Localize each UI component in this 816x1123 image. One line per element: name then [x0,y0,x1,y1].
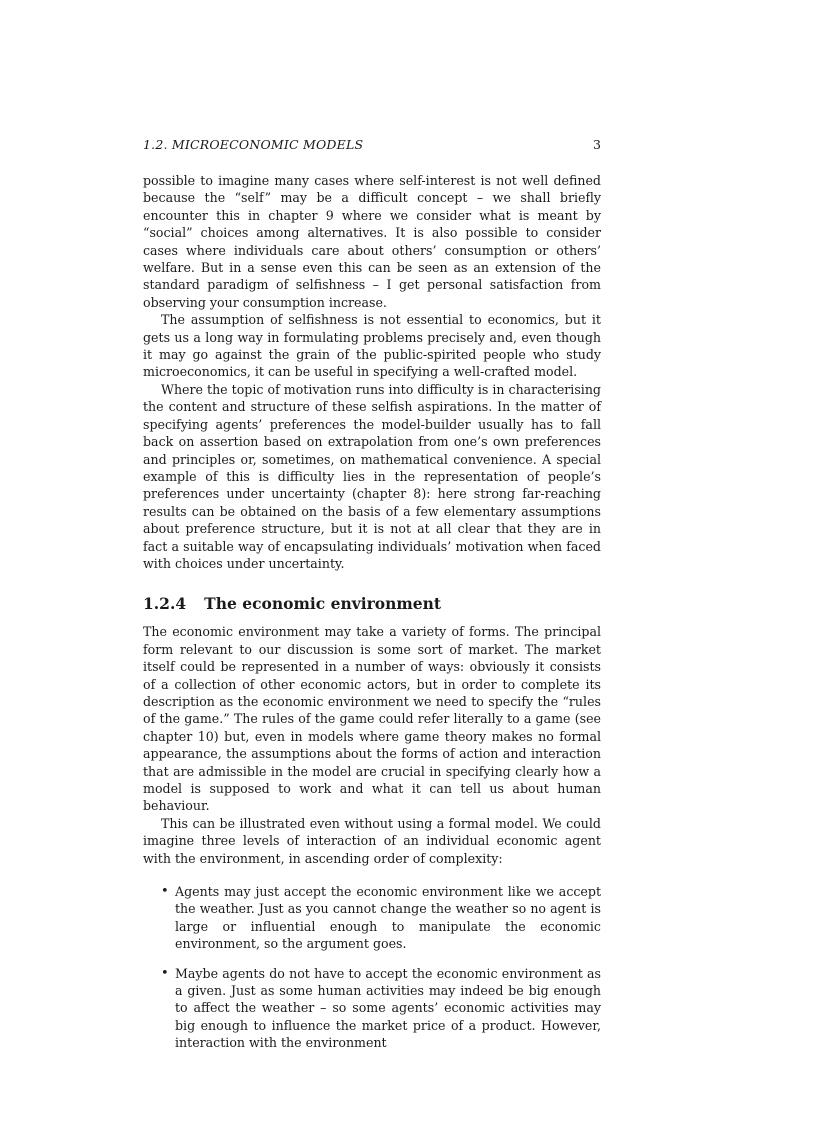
bullet-text: • Agents may just accept the economic environment like we accept the weather. Just as you cannot change the weather so no agent is large or influential enough to manipulate the economic environment, so the argument goes. [175,884,601,952]
running-header [143,137,601,152]
paragraph-selfishness: The assumption of selfishness is not essential to economics, but it gets us a long way in formulating problems precisely and, even though it may go against the grain of the public-spirited people who study microeconomics, it can be useful in specifying a well-crafted model. [143,312,601,380]
paragraph-motivation: Where the topic of motivation runs into difficulty is in characterising the content and structure of these selfish aspirations. In the matter of specifying agents’ preferences the model-builder usually has to fall back on assertion based on extrapolation from one’s own preferences and principles or, sometimes, on mathematical convenience. A special example of this is difficulty lies in the representation of people’s preferences under uncertainty (chapter 8): here strong far-reaching results can be obtained on the basis of a few elementary assumptions about preference structure, but it is not at all clear that they are in fact a suitable way of encapsulating individuals’ motivation when faced with choices under uncertainty. [143,381,601,571]
paragraph-environment: The economic environment may take a variety of forms. The principal form relevant to our discussion is some sort of market. The market itself could be represented in a number of ways: obviously it consists of a collection of other economic actors, but in order to complete its description as the economic environment we need to specify the “rules of the game.” The rules of the game could refer literally to a game (see chapter 10) but, even in models where game theory makes no formal appearance, the assumptions about the forms of action and interaction that are admissible in the model are crucial in specifying clearly how a model is supposed to work and what it can tell us about human behaviour. [143,624,601,814]
section-heading [143,594,601,613]
paragraph-levels: This can be illustrated even without using a formal model. We could imagine three levels of interaction of an individual economic agent with the environment, in ascending order of complexity: [143,815,601,866]
bullet-list [143,883,601,1052]
list-item [175,965,601,1052]
page-number: 3 [593,137,601,152]
bullet-text: • Maybe agents do not have to accept the economic environment as a given. Just as some human activities may indeed be big enough to affect the weather – so some agents’ economic activities may big enough to influence the market price of a product. However, interaction with the environment [175,965,601,1051]
list-item [175,883,601,953]
section-number: 1.2.4 [143,594,187,614]
section-title: The economic environment [204,594,442,614]
page-body [143,137,601,1064]
running-header-section: 1.2. MICROECONOMIC MODELS [143,137,364,152]
paragraph-continued: possible to imagine many cases where self-interest is not well defined because the “self” may be a difficult concept – we shall briefly encounter this in chapter 9 where we consider what is meant by “social” choices among alternatives. It is also possible to consider cases where individuals care about others’ consumption or others’ welfare. But in a sense even this can be seen as an extension of the standard paradigm of selfishness – I get personal satisfaction from observing your consumption increase. [143,173,601,310]
